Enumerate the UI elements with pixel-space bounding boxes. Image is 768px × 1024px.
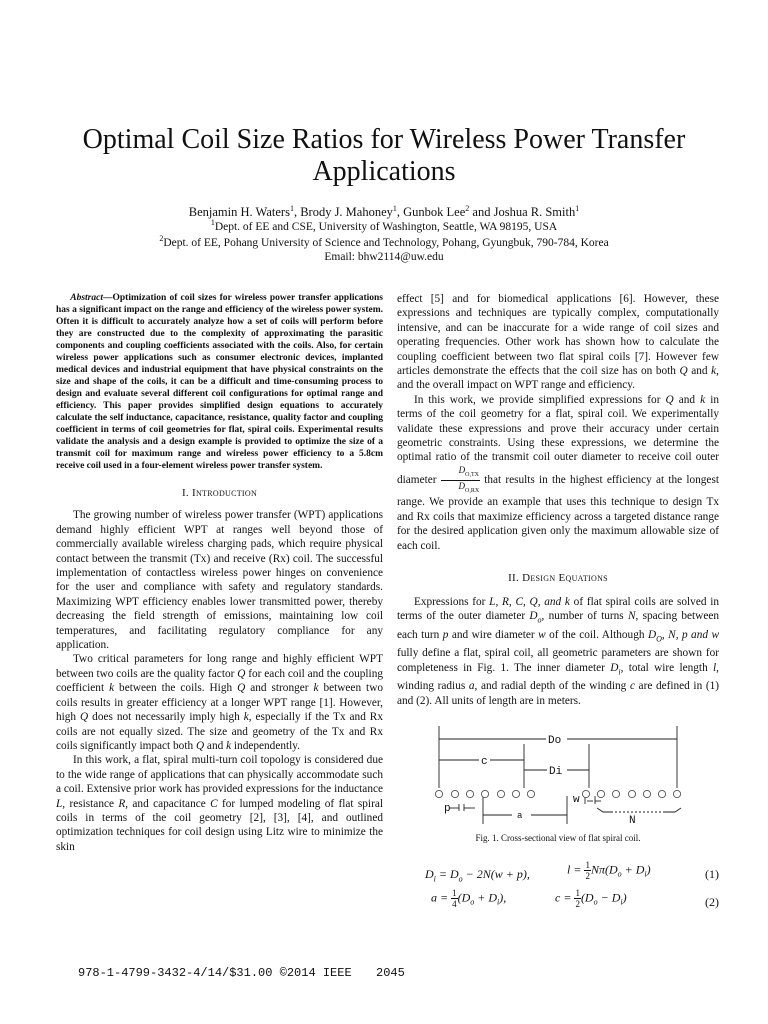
paragraph: effect [5] and for biomedical applications [6]. However, these expressions and techniques are typically complex, computationally intensive, and can be inaccurate for a wide range of coil sizes and operating frequencies. Other work has shown how to calculate the coupling coefficient between two flat spiral coils [7]. However few articles demonstrate the effects that the coil size has on both Q and k, and the overall impact on WPT range and efficiency. bbox=[397, 293, 719, 392]
equation-number: (1) bbox=[705, 867, 719, 882]
page-number: 2045 bbox=[376, 966, 405, 980]
left-column bbox=[56, 292, 383, 854]
affiliation-1: $^1$Dept. of EE and CSE, University of Washington, Seattle, WA 98195, USA bbox=[210, 218, 558, 233]
label-n: N bbox=[629, 815, 636, 825]
paragraph: Two critical parameters for long range and highly efficient WPT between two coils are the quality factor Q for each coil and the coupling coefficient k between the coils. High Q and stronger k between two coils results in greater efficiency at a longer WPT range [1]. However, high Q does not necessarily imply high k, especially if the Tx and Rx coils are not equally sized. The size and geometry of the Tx and Rx coils significantly impact both Q and k independently. bbox=[56, 653, 384, 752]
paragraph: In this work, a flat, spiral multi-turn coil topology is considered due to the wide range of applications that can physically accommodate such a coil. Extensive prior work has provided expressions for the inductance L, resistance R, and capacitance C for lumped modeling of flat spiral coils in terms of the coil geometry [2], [3], [4], and outlined optimization techniques for coil design using Litz wire to minimize the skin bbox=[56, 754, 383, 853]
author-name: Joshua R. Smith bbox=[493, 205, 576, 219]
paragraph: Expressions for L, R, C, Q, and k of flat spiral coils are solved in terms of the outer diameter $D_o$, number of turns N, spacing between each turn p and wire diameter w of the coil. Although $D_O$, N, p and w fully define a flat, spiral coil, all geometric parameters are shown for completeness in Fig. 1. The inner diameter $D_i$, total wire length l, winding radius a, and radial depth of the winding c are defined in (1) and (2). All units of length are in meters. bbox=[397, 595, 720, 707]
section-heading-design-equations: II. Design Equations bbox=[508, 572, 608, 585]
equation-1: $D_i = D_o - 2N(w + p)$, l = $\frac{1}{2}$ $N\pi(D_o + D_i)$ (1) bbox=[425, 860, 719, 884]
section-heading-introduction: I. Introduction bbox=[181, 487, 258, 499]
affiliation-2: $^2$Dept. of EE, Pohang University of Science and Technology, Pohang, Gyungbuk, 790-784, Korea bbox=[159, 234, 609, 249]
abstract bbox=[56, 292, 383, 472]
diameter-ratio: $\frac{D_{O,TX}}{D_{O,RX}}$ bbox=[441, 465, 480, 496]
label-do: Do bbox=[548, 735, 562, 748]
figure-coil-cross-section bbox=[397, 716, 719, 824]
label-c: c bbox=[481, 756, 488, 769]
abstract-label: Abstract bbox=[70, 293, 103, 303]
author-name: Brody J. Mahoney bbox=[300, 205, 393, 219]
author-list: Benjamin H. Waters$^1$, Brody J. Mahoney$^1$, Gunbok Lee$^2$ and Joshua R. Smith$^1$ bbox=[188, 203, 580, 219]
author-email: Email: bhw2114@uw.edu bbox=[324, 251, 444, 263]
author-name: Benjamin H. Waters bbox=[188, 205, 290, 219]
author-affil-mark: 2 bbox=[465, 203, 470, 213]
abstract-text: —Optimization of coil sizes for wireless power transfer applications has a significant impact on the range and efficiency of the wireless power system. Often it is difficult to accurately analyze how a set of coils will perform before they are constructed due to the complexity of approximating the parasitic components and coupling coefficients associated with the coils. Also, for certain wireless power applications such as consumer electronic devices, implanted medical devices and industrial equipment that have physical constraints on the size and shape of the coils, it can be a difficult and time-consuming process to design and evaluate several different coil configurations for optimal range and efficiency. This paper provides simplified design equations to accurately calculate the self inductance, capacitance, resistance, quality factor and coupling coefficient in terms of coil geometries for flat, spiral coils. Experimental results validate the analysis and a design example is provided to optimize the size of a transmit coil for maximum range and wireless power efficiency to a 5.8cm receive coil used in a four-element wireless power transfer system. bbox=[56, 293, 383, 471]
equation-number: (2) bbox=[705, 895, 719, 910]
paragraph: In this work, we provide simplified expressions for Q and k in terms of the coil geometry for a flat, spiral coil. We experimentally validate these expressions and prove their accuracy under certain geometric constraints. Using these expressions, we determine the optimal ratio of the transmit coil outer diameter to receive coil outer diameter $\frac{D_{O,TX}}{D_{O,RX}}$ that results in the highest efficiency at the longest range. We provide an example that uses this technique to design Tx and Rx coils that maximize efficiency across a targeted distance range for the desired application given only the maximum allowable size of each coil. bbox=[397, 393, 719, 552]
paper-title: Optimal Coil Size Ratios for Wireless Power Transfer Applications bbox=[82, 124, 686, 187]
footer-copyright: 978-1-4799-3432-4/14/$31.00 ©2014 IEEE bbox=[78, 966, 352, 980]
author-name: Gunbok Lee bbox=[403, 205, 466, 219]
label-p: p bbox=[444, 803, 451, 816]
author-affil-mark: 1 bbox=[575, 203, 580, 213]
author-affil-mark: 1 bbox=[289, 203, 294, 213]
label-di: Di bbox=[549, 766, 563, 779]
paragraph: The growing number of wireless power transfer (WPT) applications demand highly efficient WPT at ranges well beyond those of commercially available wireless charging pads, which require physical contact between the transmit (Tx) and receive (Rx) coil. The successful implementation of contactless wireless power hinges on convenience for the user and compliance with safety and regulatory standards. Maximizing WPT efficiency enables lower transmitted power, thereby decreasing the field strength of emissions, maintaining low coil temperatures, and facilitating regulatory compliance for any application. bbox=[56, 509, 383, 652]
figure-caption: Fig. 1. Cross-sectional view of flat spiral coil. bbox=[475, 833, 641, 844]
label-a: a bbox=[517, 811, 523, 822]
coil-diagram bbox=[397, 716, 719, 824]
right-column bbox=[397, 292, 719, 916]
author-affil-mark: 1 bbox=[392, 203, 397, 213]
label-w: w bbox=[573, 794, 580, 807]
equation-2: a = $\frac{1}{4}$ $(D_o + D_i)$, c = $\frac{1}{2}$ $(D_o - D_i)$ (2) bbox=[431, 888, 719, 910]
